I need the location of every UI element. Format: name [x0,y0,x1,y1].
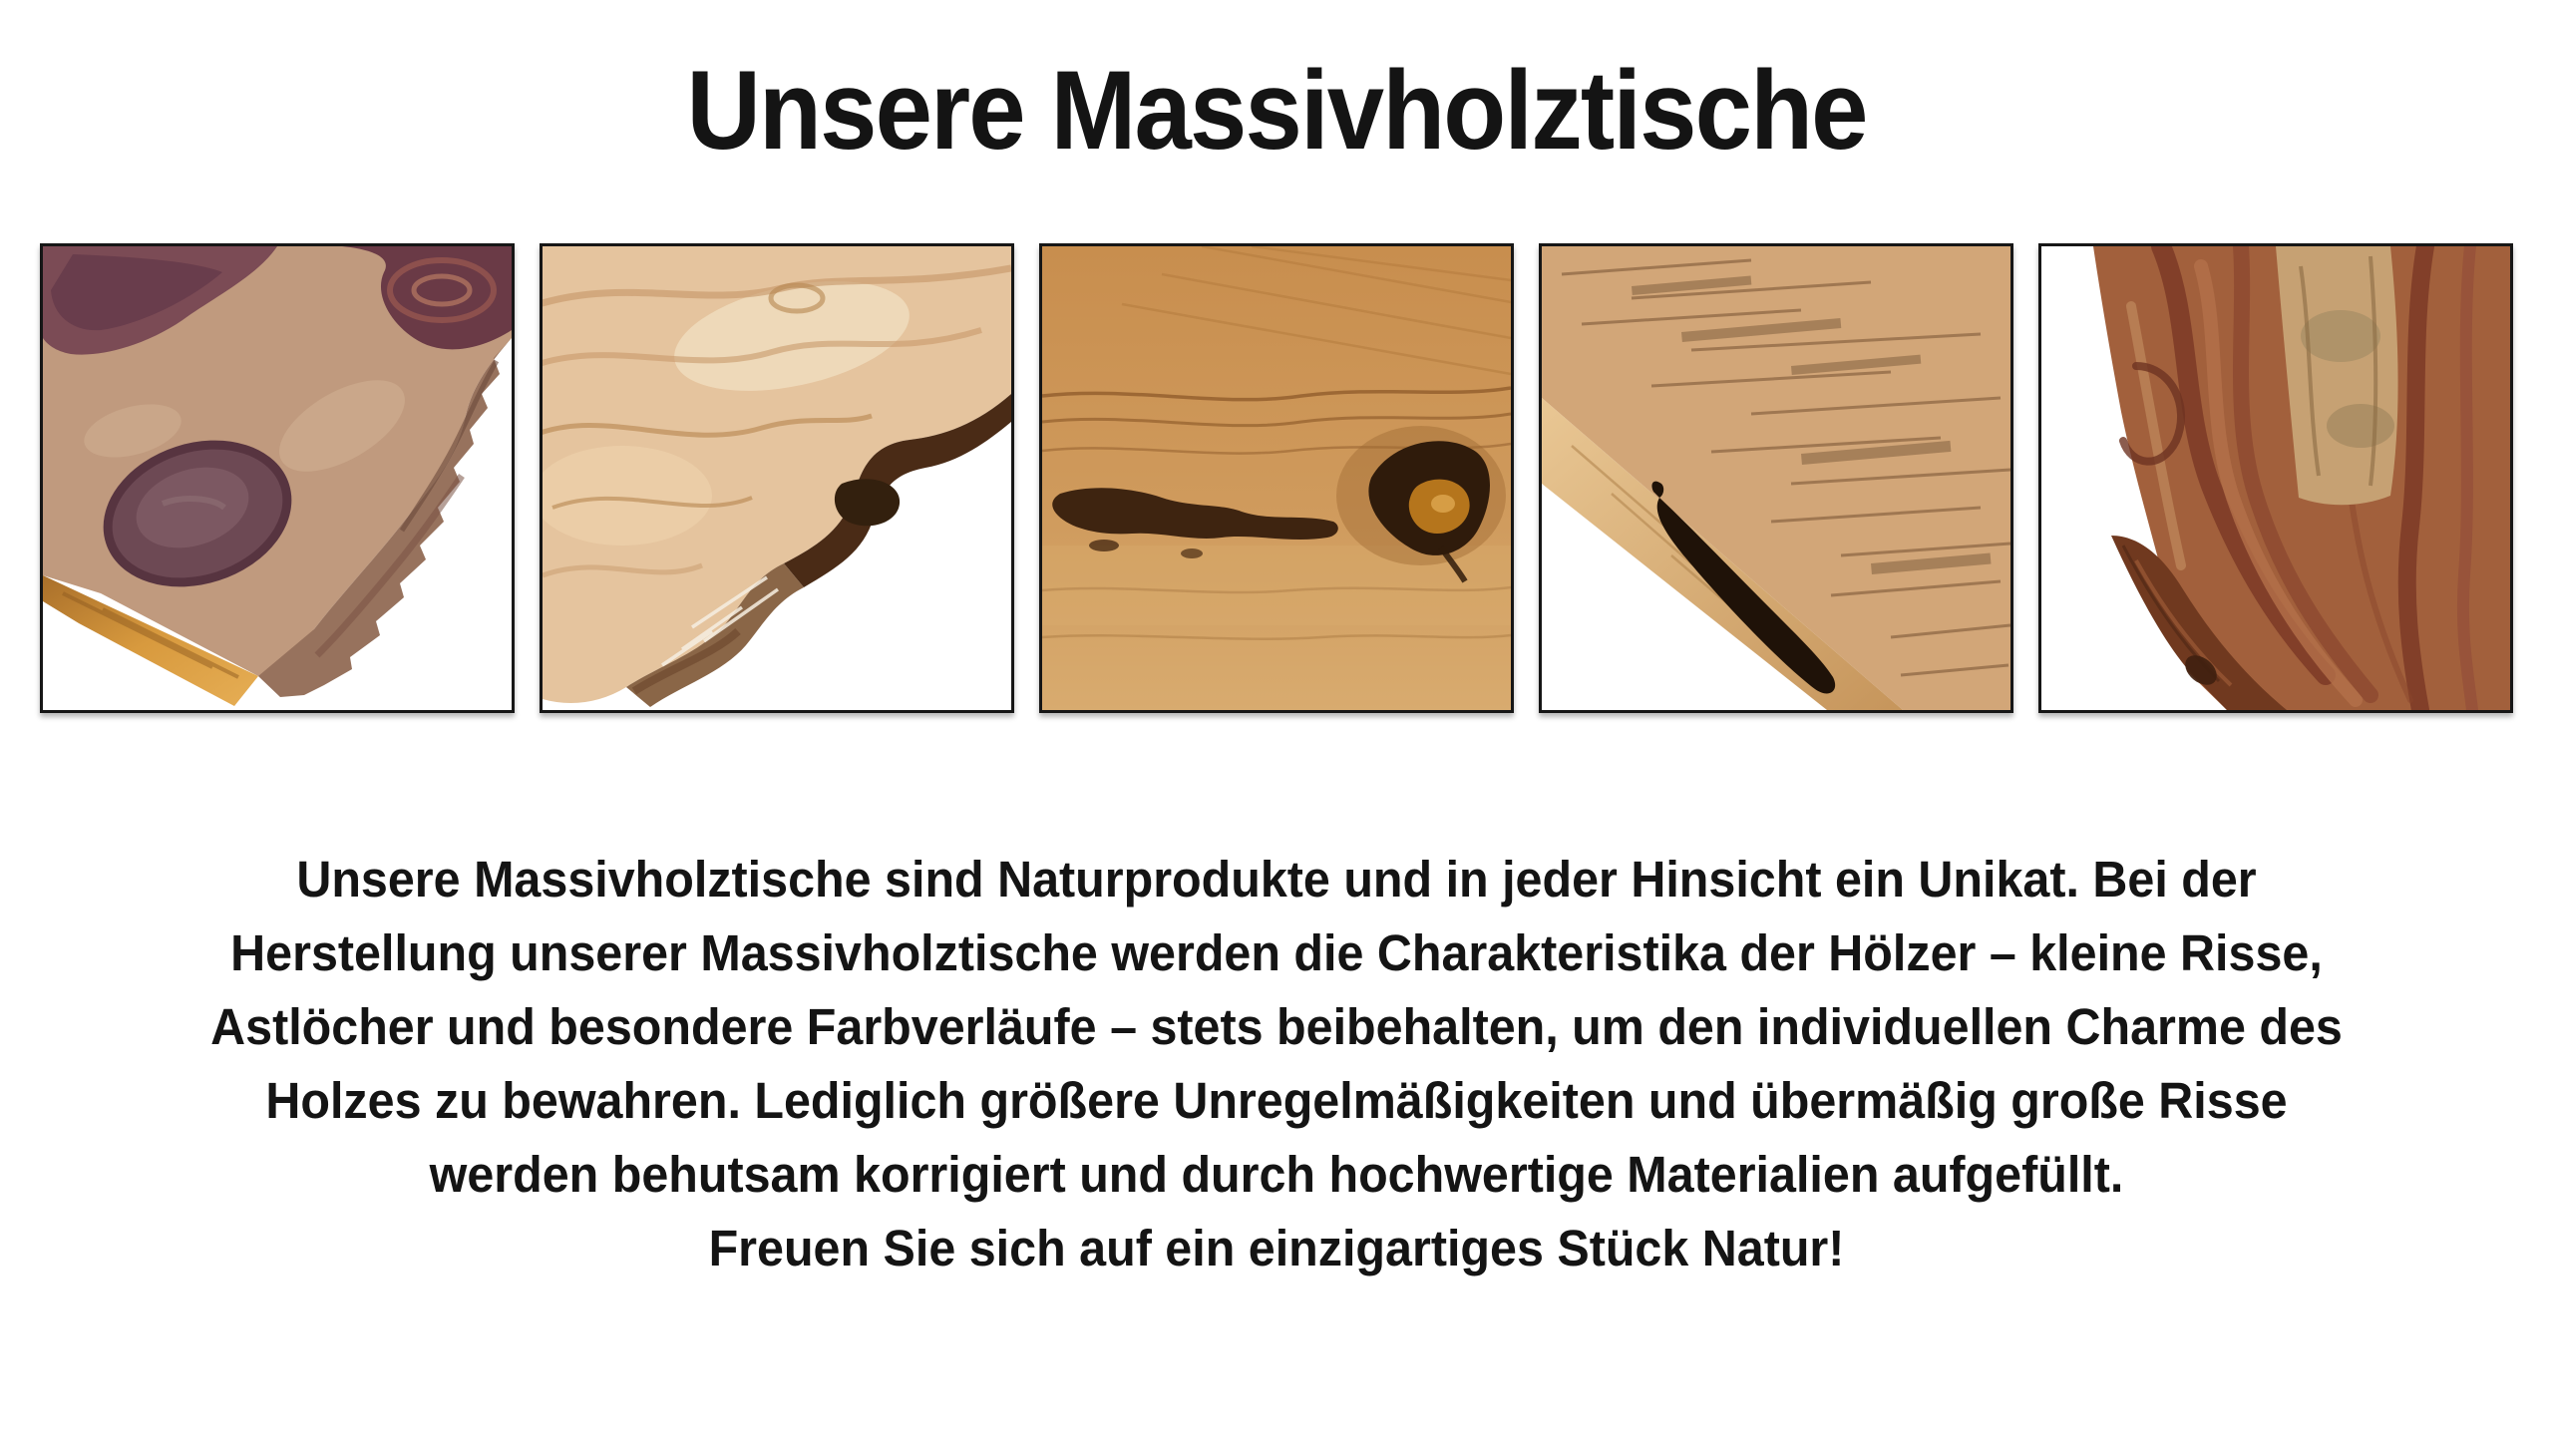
description-line-1: Unsere Massivholztische sind Naturprodukte und in jeder Hinsicht ein Unikat. Bei der [296,851,2257,908]
description-text [0,843,2553,1285]
sheesham-live-edge-corner-graphic [43,246,512,710]
acacia-light-live-edge-graphic [543,246,1011,710]
product-flyer [0,44,2553,1285]
description-line-3: Astlöcher und besondere Farbverläufe – stets beibehalten, um den individuellen Charme des [210,998,2343,1055]
description-line-5: werden behutsam korrigiert und durch hochwertige Materialien aufgefüllt. [429,1146,2124,1203]
wood-photo-1 [40,243,515,713]
wood-photo-2 [540,243,1014,713]
page-title [0,44,2553,178]
description-line-4: Holzes zu bewahren. Lediglich größere Unregelmäßigkeiten und übermäßig große Risse [265,1072,2288,1129]
page-title-text: Unsere Massivholztische [686,48,1867,173]
wood-photo-5 [2038,243,2513,713]
sheesham-striped-corner-graphic [2041,246,2510,710]
description-line-2: Herstellung unserer Massivholztische werden die Charakteristika der Hölzer – kleine Risse, [230,924,2323,981]
wood-image-gallery [0,243,2553,713]
wood-photo-4 [1539,243,2013,713]
mango-rough-sawn-crack-graphic [1542,246,2010,710]
acacia-grain-knot-graphic [1042,246,1511,710]
wood-photo-3 [1039,243,1514,713]
description-line-6: Freuen Sie sich auf ein einzigartiges Stück Natur! [708,1220,1845,1276]
